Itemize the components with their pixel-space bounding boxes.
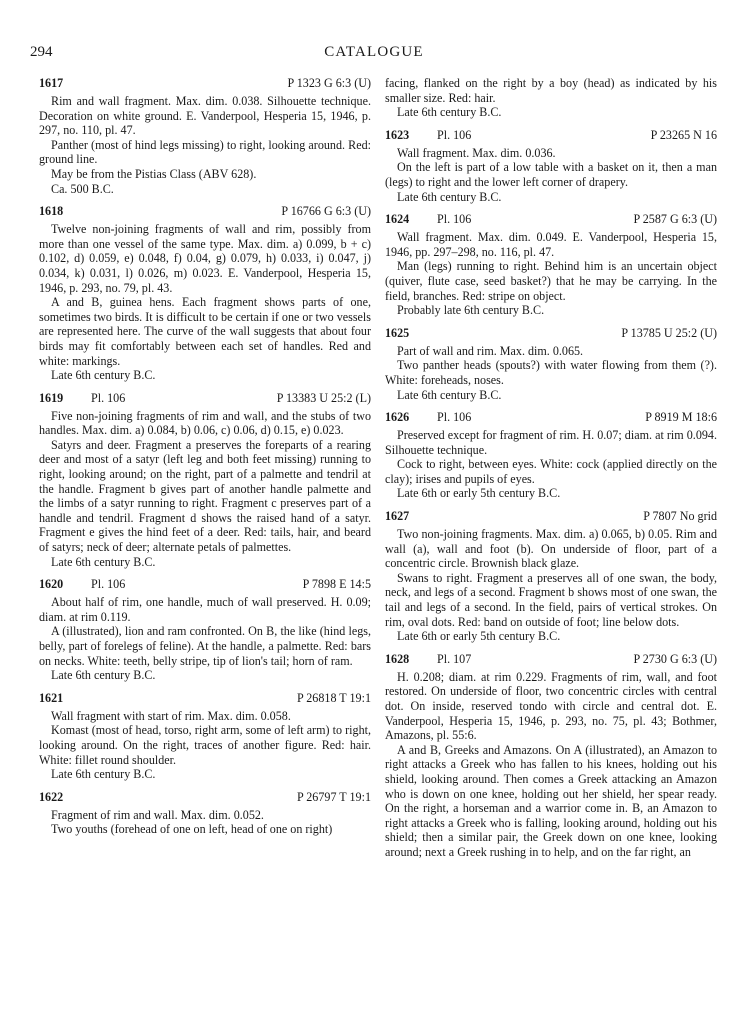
catalogue-entry-1621 [39,691,371,782]
entry-heading [385,652,717,667]
entry-description: Wall fragment. Max. dim. 0.049. E. Vanderpool, Hesperia 15, 1946, pp. 297–298, no. 116, pl. 47. [385,230,717,259]
entry-subject: Two youths (forehead of one on left, head of one on right) [51,822,333,837]
catalogue-entry-1628 [385,652,717,860]
inventory-and-grid: P 1323 G 6:3 (U) [287,76,371,90]
inventory-and-grid: P 26818 T 19:1 [296,690,371,705]
entry-date: Ca. 500 B.C. [51,181,114,196]
entry-date: Probably late 6th century B.C. [397,303,545,318]
inventory-and-grid: P 8919 M 18:6 [645,410,717,425]
entry-number: 1624 [385,212,410,227]
entry-subject: Komast (most of head, torso, right arm, some of left arm) to right, looking around. On the right, traces of another figure. Red: hair. White: fillet round shoulder. [39,723,371,767]
entry-number: 1617 [39,76,64,90]
entry-description: Wall fragment with start of rim. Max. dim. 0.058. [51,708,291,723]
entry-subject: On the left is part of a low table with a basket on it, then a man (legs) to right and the lower left corner of drapery. [385,160,717,189]
plate-reference: Pl. 106 [91,390,126,405]
inventory-and-grid: P 13383 U 25:2 (L) [276,390,371,405]
entry-date: Late 6th century B.C. [397,105,502,120]
entry-description: Part of wall and rim. Max. dim. 0.065. [397,343,584,358]
entry-date: Late 6th century B.C. [51,767,156,782]
plate-reference: Pl. 106 [91,577,126,592]
entry-number: 1618 [39,204,64,219]
entry-heading [385,410,717,425]
running-title: CATALOGUE [324,44,424,60]
entry-subject: A (illustrated), lion and ram confronted. On B, the like (hind legs, belly, part of forelegs of feline). At the handle, a palmette. Red: bars on necks. White: teeth, belly stripe, tip of lion's tail; horn of ram. [39,624,371,668]
catalogue-entry-1624 [385,212,717,318]
entry-date: Late 6th century B.C. [397,189,502,204]
catalogue-entry-1622 [39,790,371,837]
entry-heading [39,76,371,91]
entry-subject: Panther (most of hind legs missing) to right, looking around. Red: ground line. [39,137,371,167]
entry-subject: Swans to right. Fragment a preserves all of one swan, the body, neck, and legs of a second. Fragment b shows most of one swan, the tail and legs of a second. In the field, pairs of vertical strokes. On rim, oval dots. Red: band on outside of foot; line below dots. [385,570,717,629]
catalogue-entry-1623 [385,128,717,204]
inventory-and-grid: P 26797 T 19:1 [296,789,371,804]
entry-number: 1619 [39,390,64,405]
plate-reference: Pl. 106 [437,127,472,142]
entry-subject-continued: facing, flanked on the right by a boy (head) as indicated by his smaller size. Red: hair. [385,76,717,105]
catalogue-entry-1625 [385,326,717,402]
entry-subject: Man (legs) running to right. Behind him is an uncertain object (quiver, flute case, seed basket?) that he may be carrying. In the field, branches. Red: stripe on object. [385,259,717,303]
inventory-and-grid: P 7807 No grid [643,509,717,524]
entry-date: Late 6th century B.C. [51,368,156,383]
entry-subject: A and B, Greeks and Amazons. On A (illustrated), an Amazon to right attacks a Greek who has fallen to his knees, holding out his shield, looking around. Then comes a Greek attacking an Amazon who is down on one knee, holding out her shield, her spear ready. On the right, a horseman and a warrior come in. B, an Amazon to right attacks a Greek who is falling, looking around, holding out his shield; then a similar pair, the Greek down on one knee, looking around; next a Greek rushing in to help, and on the far right, an [385,742,717,859]
catalogue-entry-1619 [39,391,371,570]
inventory-and-grid: P 2587 G 6:3 (U) [633,212,717,227]
entry-subject: A and B, guinea hens. Each fragment shows parts of one, sometimes two birds. It is difficult to be certain if one or two vessels are represented here. The curve of the wall suggests that about four birds may fit comfortably between each set of handles. Red and white: markings. [39,295,371,368]
entry-number: 1628 [385,651,410,666]
inventory-and-grid: P 13785 U 25:2 (U) [621,325,717,340]
entry-heading [39,391,371,406]
entry-description: Five non-joining fragments of rim and wall, and the stubs of two handles. Max. dim. a) 0.084, b) 0.06, c) 0.06, d) 0.15, e) 0.023. [39,408,371,438]
entry-description: Wall fragment. Max. dim. 0.036. [397,145,556,160]
page-header [30,44,718,68]
catalogue-entry-1627 [385,509,717,644]
entry-description: Rim and wall fragment. Max. dim. 0.038. Silhouette technique. Decoration on white ground. E. Vanderpool, Hesperia 15, 1946, p. 297, no. 110, pl. 47. [39,94,371,138]
page-number: 294 [30,44,53,60]
right-column [385,76,717,868]
inventory-and-grid: P 23265 N 16 [650,127,717,142]
plate-reference: Pl. 106 [437,212,472,227]
entry-date: Late 6th or early 5th century B.C. [397,486,561,501]
entry-date: Late 6th century B.C. [51,668,156,683]
entry-number: 1622 [39,789,64,804]
inventory-and-grid: P 16766 G 6:3 (U) [281,204,371,219]
entry-subject: Satyrs and deer. Fragment a preserves the foreparts of a rearing deer and most of a satyr (left leg and both feet missing) running to right, looking around; on the right, part of a palmette and tendril at the handle. Fragment b gives part of another handle palmette and the limbs of a satyr running to right. Fragment c preserves part of a handle and tendril. Fragment d shows the raised hand of a satyr. Fragment e gives the hind feet of a deer. Red: tails, hair, and beard of satyrs; neck of deer; alternate petals of palmettes. [39,437,371,555]
entry-number: 1621 [39,690,64,705]
entry-heading [39,204,371,219]
entry-heading [39,691,371,706]
entry-description: H. 0.208; diam. at rim 0.229. Fragments of rim, wall, and foot restored. On underside of floor, two concentric circles with central dot. On inside, reserved tondo with circle and central dot. E. Vanderpool, Hesperia 15, 1946, p. 293, no. 75, pl. 43; Bothmer, Amazons, pl. 55:6. [385,669,717,743]
entry-date: Late 6th century B.C. [397,387,502,402]
inventory-and-grid: P 7898 E 14:5 [302,577,371,592]
entry-heading [385,326,717,341]
catalogue-entry-1622-continued [385,76,717,120]
catalogue-entry-1626 [385,410,717,501]
entry-heading [385,509,717,524]
catalogue-entry-1620 [39,577,371,683]
entry-number: 1627 [385,509,410,524]
catalogue-entry-1618 [39,204,371,383]
entry-number: 1620 [39,577,64,592]
entry-attribution: May be from the Pistias Class (ABV 628). [51,166,257,181]
plate-reference: Pl. 107 [437,651,472,666]
entry-date: Late 6th or early 5th century B.C. [397,629,561,644]
inventory-and-grid: P 2730 G 6:3 (U) [633,651,717,666]
entry-date: Late 6th century B.C. [51,554,156,569]
left-column [39,76,371,845]
entry-number: 1626 [385,410,410,425]
catalogue-entry-1617 [39,76,371,196]
entry-description: Preserved except for fragment of rim. H. 0.07; diam. at rim 0.094. Silhouette technique. [385,428,717,457]
entry-heading [39,577,371,592]
entry-number: 1625 [385,325,410,340]
entry-description: About half of rim, one handle, much of wall preserved. H. 0.09; diam. at rim 0.119. [39,595,371,624]
entry-subject: Two panther heads (spouts?) with water flowing from them (?). White: foreheads, noses. [385,358,717,387]
entry-heading [385,128,717,143]
entry-heading [385,212,717,227]
entry-description: Fragment of rim and wall. Max. dim. 0.052. [51,807,264,822]
entry-subject: Cock to right, between eyes. White: cock (applied directly on the clay); irises and pupils of eyes. [385,457,717,486]
entry-heading [39,790,371,805]
entry-number: 1623 [385,127,410,142]
entry-description: Two non-joining fragments. Max. dim. a) 0.065, b) 0.05. Rim and wall (a), wall and foot (b). On underside of floor, part of a concentric circle. Brownish black glaze. [385,527,717,571]
plate-reference: Pl. 106 [437,410,472,425]
entry-description: Twelve non-joining fragments of wall and rim, possibly from more than one vessel of the same type. Max. dim. a) 0.099, b + c) 0.102, d) 0.059, e) 0.048, f) 0.04, g) 0.079, h) 0.033, i) 0.047, j) 0.034, k) 0.031, l) 0.026, m) 0.023. E. Vanderpool, Hesperia 15, 1946, p. 293, no. 79, pl. 43. [39,222,371,295]
